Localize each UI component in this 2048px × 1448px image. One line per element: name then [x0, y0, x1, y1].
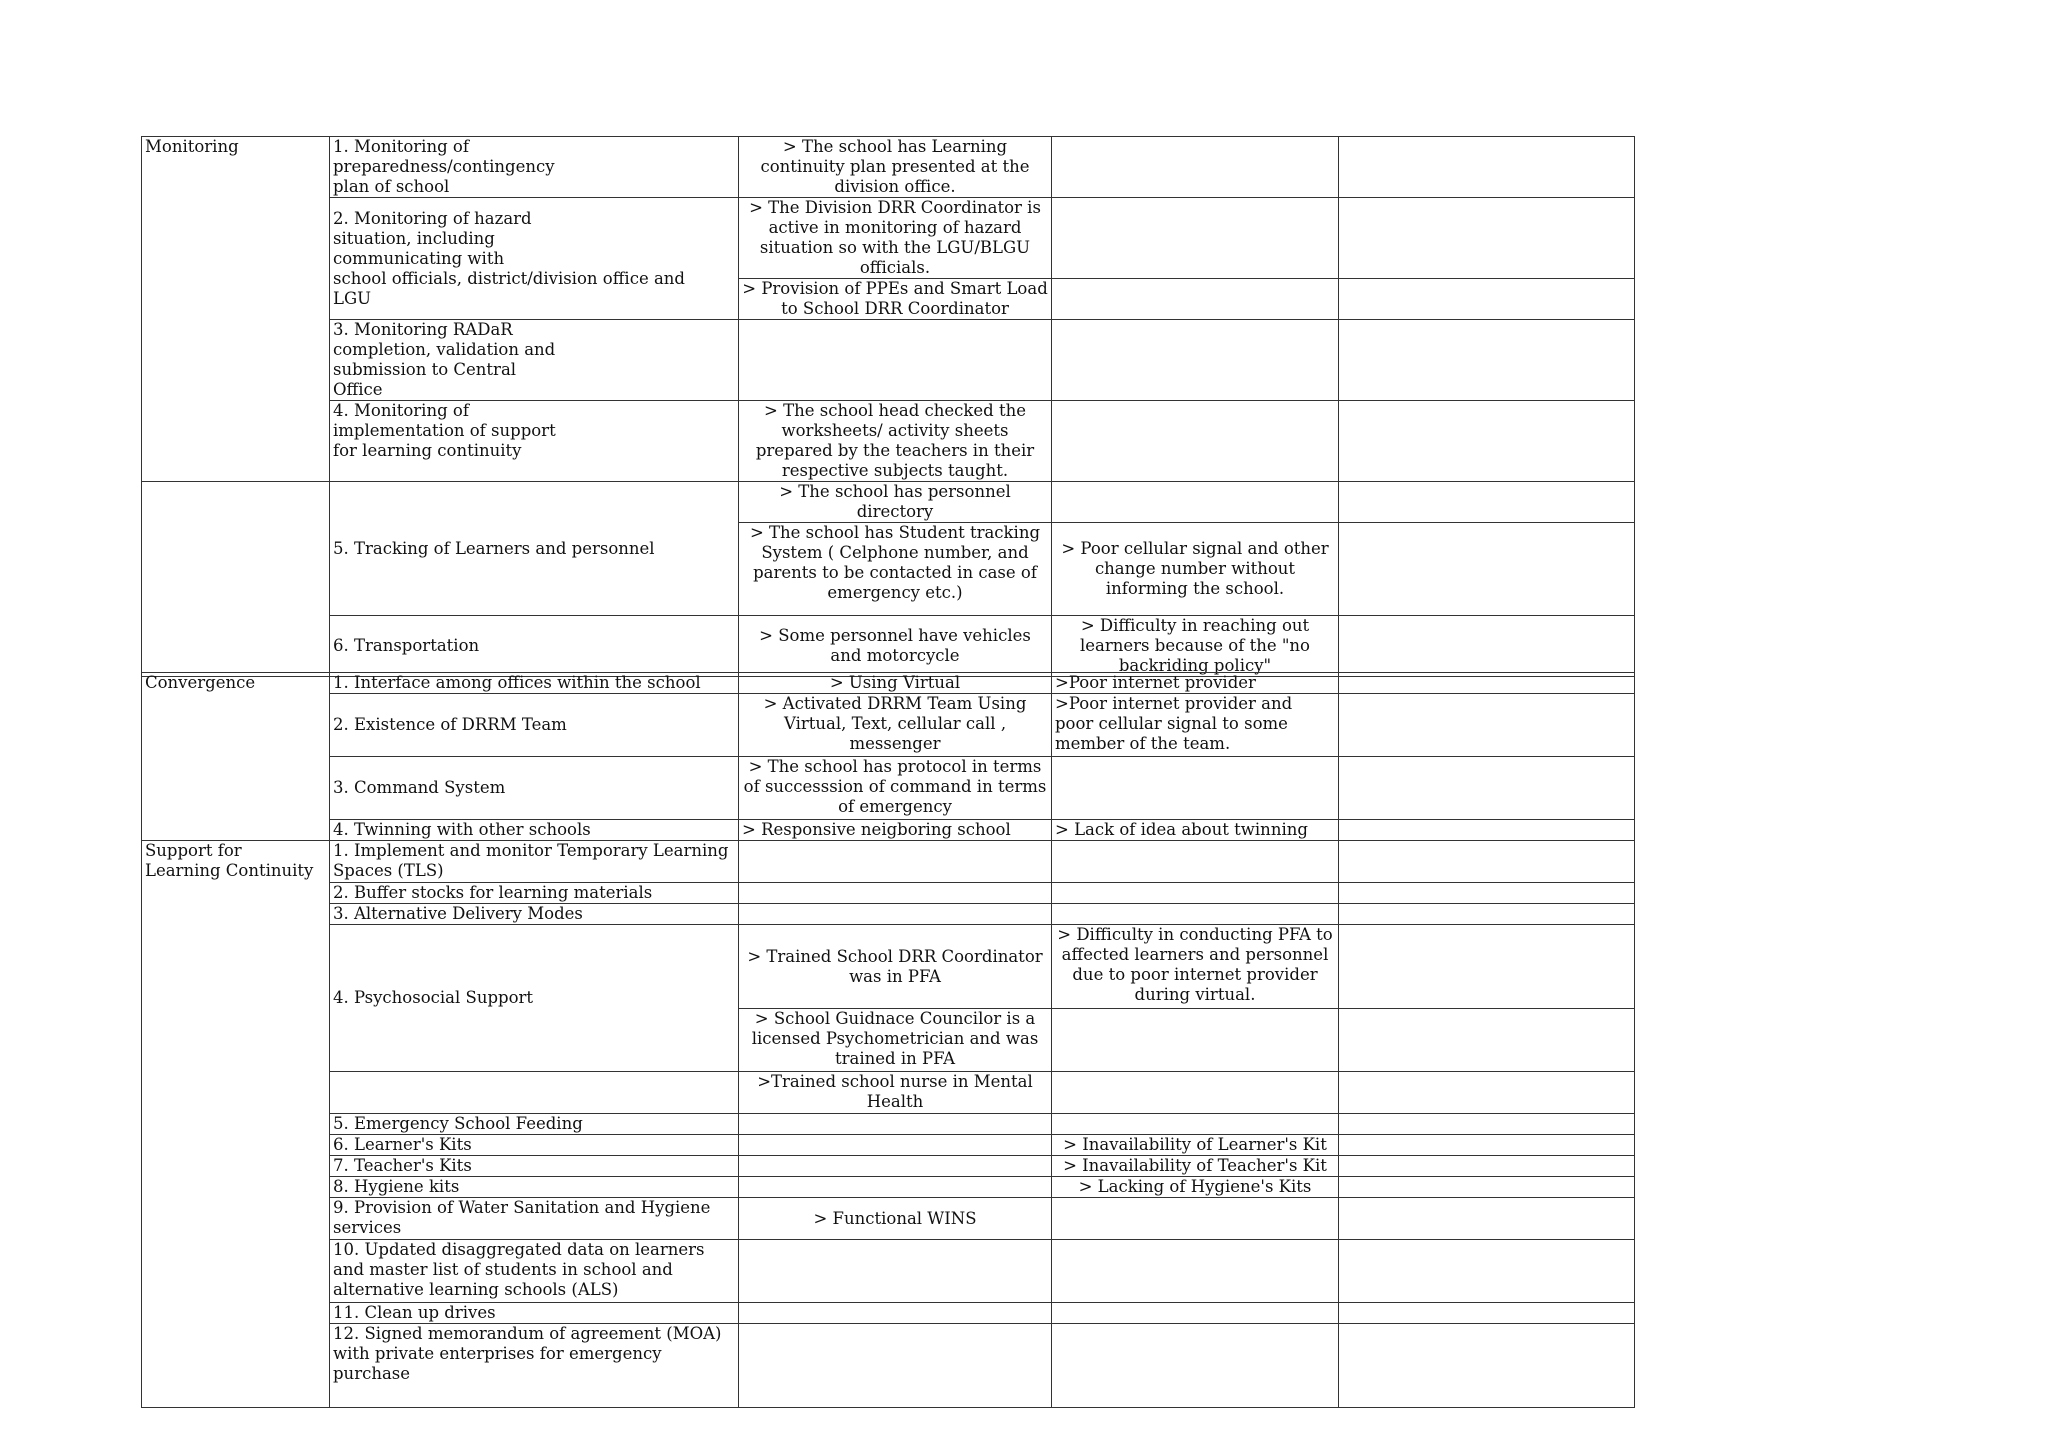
- monitoring-issue-3: [1052, 320, 1339, 401]
- support-issue-4c: [1052, 1072, 1339, 1114]
- convergence-issue-1: >Poor internet provider: [1052, 673, 1339, 694]
- support-action-4c: >Trained school nurse in Mental Health: [739, 1072, 1052, 1114]
- support-item-2: 2. Buffer stocks for learning materials: [330, 883, 739, 904]
- convergence-action-2: > Activated DRRM Team Using Virtual, Text, cellular call , messenger: [739, 694, 1052, 757]
- convergence-remarks-2: [1339, 694, 1635, 757]
- convergence-item-3: 3. Command System: [330, 757, 739, 820]
- support-remarks-12: [1339, 1324, 1635, 1408]
- support-action-4b: > School Guidnace Councilor is a licensed Psychometrician and was trained in PFA: [739, 1009, 1052, 1072]
- monitoring-remarks-2b: [1339, 279, 1635, 320]
- support-remarks-11: [1339, 1303, 1635, 1324]
- monitoring-item-6: 6. Transportation: [330, 616, 739, 677]
- support-remarks-4b: [1339, 1009, 1635, 1072]
- convergence-remarks-1: [1339, 673, 1635, 694]
- support-item-8: 8. Hygiene kits: [330, 1177, 739, 1198]
- monitoring-issue-2a: [1052, 198, 1339, 279]
- support-item-4-continued: [330, 1072, 739, 1114]
- support-action-6: [739, 1135, 1052, 1156]
- support-action-4a: > Trained School DRR Coordinator was in PFA: [739, 925, 1052, 1009]
- monitoring-action-4: > The school head checked the worksheets/ activity sheets prepared by the teachers in their respective subjects taught.: [739, 401, 1052, 482]
- monitoring-issue-2b: [1052, 279, 1339, 320]
- convergence-issue-4: > Lack of idea about twinning: [1052, 820, 1339, 841]
- monitoring-item-2: 2. Monitoring of hazard situation, including communicating with school officials, district/division office and LGU: [330, 198, 739, 320]
- convergence-remarks-3: [1339, 757, 1635, 820]
- monitoring-action-5a: > The school has personnel directory: [739, 482, 1052, 523]
- support-issue-4b: [1052, 1009, 1339, 1072]
- convergence-area-label: Convergence: [142, 673, 330, 841]
- monitoring-remarks-5a: [1339, 482, 1635, 523]
- support-item-11: 11. Clean up drives: [330, 1303, 739, 1324]
- convergence-item-4: 4. Twinning with other schools: [330, 820, 739, 841]
- monitoring-table: [141, 136, 1635, 677]
- monitoring-issue-5a: [1052, 482, 1339, 523]
- monitoring-item-5: 5. Tracking of Learners and personnel: [330, 482, 739, 616]
- support-item-10: 10. Updated disaggregated data on learners and master list of students in school and alternative learning schools (ALS): [330, 1240, 739, 1303]
- support-remarks-7: [1339, 1156, 1635, 1177]
- support-item-4: 4. Psychosocial Support: [330, 925, 739, 1072]
- support-item-6: 6. Learner's Kits: [330, 1135, 739, 1156]
- support-action-11: [739, 1303, 1052, 1324]
- support-issue-11: [1052, 1303, 1339, 1324]
- support-item-1: 1. Implement and monitor Temporary Learning Spaces (TLS): [330, 841, 739, 883]
- support-issue-5: [1052, 1114, 1339, 1135]
- convergence-action-3: > The school has protocol in terms of successsion of command in terms of emergency: [739, 757, 1052, 820]
- monitoring-issue-6: > Difficulty in reaching out learners because of the "no backriding policy": [1052, 616, 1339, 677]
- support-remarks-2: [1339, 883, 1635, 904]
- monitoring-item-3: 3. Monitoring RADaR completion, validation and submission to Central Office: [330, 320, 739, 401]
- convergence-item-1: 1. Interface among offices within the school: [330, 673, 739, 694]
- monitoring-area-continued: [142, 482, 330, 677]
- convergence-issue-3: [1052, 757, 1339, 820]
- convergence-action-4: > Responsive neigboring school: [739, 820, 1052, 841]
- monitoring-issue-1: [1052, 137, 1339, 198]
- support-remarks-8: [1339, 1177, 1635, 1198]
- support-remarks-5: [1339, 1114, 1635, 1135]
- support-action-10: [739, 1240, 1052, 1303]
- monitoring-issue-4: [1052, 401, 1339, 482]
- monitoring-action-6: > Some personnel have vehicles and motorcycle: [739, 616, 1052, 677]
- support-issue-8: > Lacking of Hygiene's Kits: [1052, 1177, 1339, 1198]
- monitoring-action-2b: > Provision of PPEs and Smart Load to School DRR Coordinator: [739, 279, 1052, 320]
- support-item-5: 5. Emergency School Feeding: [330, 1114, 739, 1135]
- support-action-9: > Functional WINS: [739, 1198, 1052, 1240]
- support-action-5: [739, 1114, 1052, 1135]
- convergence-action-1: > Using Virtual: [739, 673, 1052, 694]
- monitoring-action-5b: > The school has Student tracking System ( Celphone number, and parents to be contacted in case of emergency etc.): [739, 523, 1052, 616]
- support-item-7: 7. Teacher's Kits: [330, 1156, 739, 1177]
- support-remarks-4c: [1339, 1072, 1635, 1114]
- support-action-12: [739, 1324, 1052, 1408]
- support-issue-7: > Inavailability of Teacher's Kit: [1052, 1156, 1339, 1177]
- support-remarks-3: [1339, 904, 1635, 925]
- support-action-8: [739, 1177, 1052, 1198]
- monitoring-item-4: 4. Monitoring of implementation of support for learning continuity: [330, 401, 739, 482]
- support-remarks-10: [1339, 1240, 1635, 1303]
- monitoring-action-2a: > The Division DRR Coordinator is active in monitoring of hazard situation so with the LGU/BLGU officials.: [739, 198, 1052, 279]
- convergence-issue-2: >Poor internet provider and poor cellular signal to some member of the team.: [1052, 694, 1339, 757]
- monitoring-remarks-3: [1339, 320, 1635, 401]
- support-remarks-4a: [1339, 925, 1635, 1009]
- monitoring-remarks-2a: [1339, 198, 1635, 279]
- monitoring-issue-5b: > Poor cellular signal and other change number without informing the school.: [1052, 523, 1339, 616]
- support-issue-10: [1052, 1240, 1339, 1303]
- monitoring-item-1: 1. Monitoring of preparedness/contingency plan of school: [330, 137, 739, 198]
- support-action-1: [739, 841, 1052, 883]
- support-area-label: Support for Learning Continuity: [142, 841, 330, 1408]
- support-issue-9: [1052, 1198, 1339, 1240]
- support-action-3: [739, 904, 1052, 925]
- support-action-7: [739, 1156, 1052, 1177]
- support-item-12: 12. Signed memorandum of agreement (MOA) with private enterprises for emergency purchase: [330, 1324, 739, 1408]
- monitoring-remarks-1: [1339, 137, 1635, 198]
- support-issue-2: [1052, 883, 1339, 904]
- convergence-item-2: 2. Existence of DRRM Team: [330, 694, 739, 757]
- support-remarks-9: [1339, 1198, 1635, 1240]
- support-issue-6: > Inavailability of Learner's Kit: [1052, 1135, 1339, 1156]
- support-remarks-6: [1339, 1135, 1635, 1156]
- monitoring-area-label: Monitoring: [142, 137, 330, 482]
- support-action-2: [739, 883, 1052, 904]
- monitoring-remarks-6: [1339, 616, 1635, 677]
- support-item-3: 3. Alternative Delivery Modes: [330, 904, 739, 925]
- convergence-support-table: [141, 672, 1635, 1408]
- support-remarks-1: [1339, 841, 1635, 883]
- monitoring-remarks-5b: [1339, 523, 1635, 616]
- support-issue-3: [1052, 904, 1339, 925]
- monitoring-remarks-4: [1339, 401, 1635, 482]
- support-issue-12: [1052, 1324, 1339, 1408]
- support-issue-4a: > Difficulty in conducting PFA to affected learners and personnel due to poor internet provider during virtual.: [1052, 925, 1339, 1009]
- convergence-remarks-4: [1339, 820, 1635, 841]
- monitoring-action-1: > The school has Learning continuity plan presented at the division office.: [739, 137, 1052, 198]
- monitoring-action-3: [739, 320, 1052, 401]
- support-issue-1: [1052, 841, 1339, 883]
- support-item-9: 9. Provision of Water Sanitation and Hygiene services: [330, 1198, 739, 1240]
